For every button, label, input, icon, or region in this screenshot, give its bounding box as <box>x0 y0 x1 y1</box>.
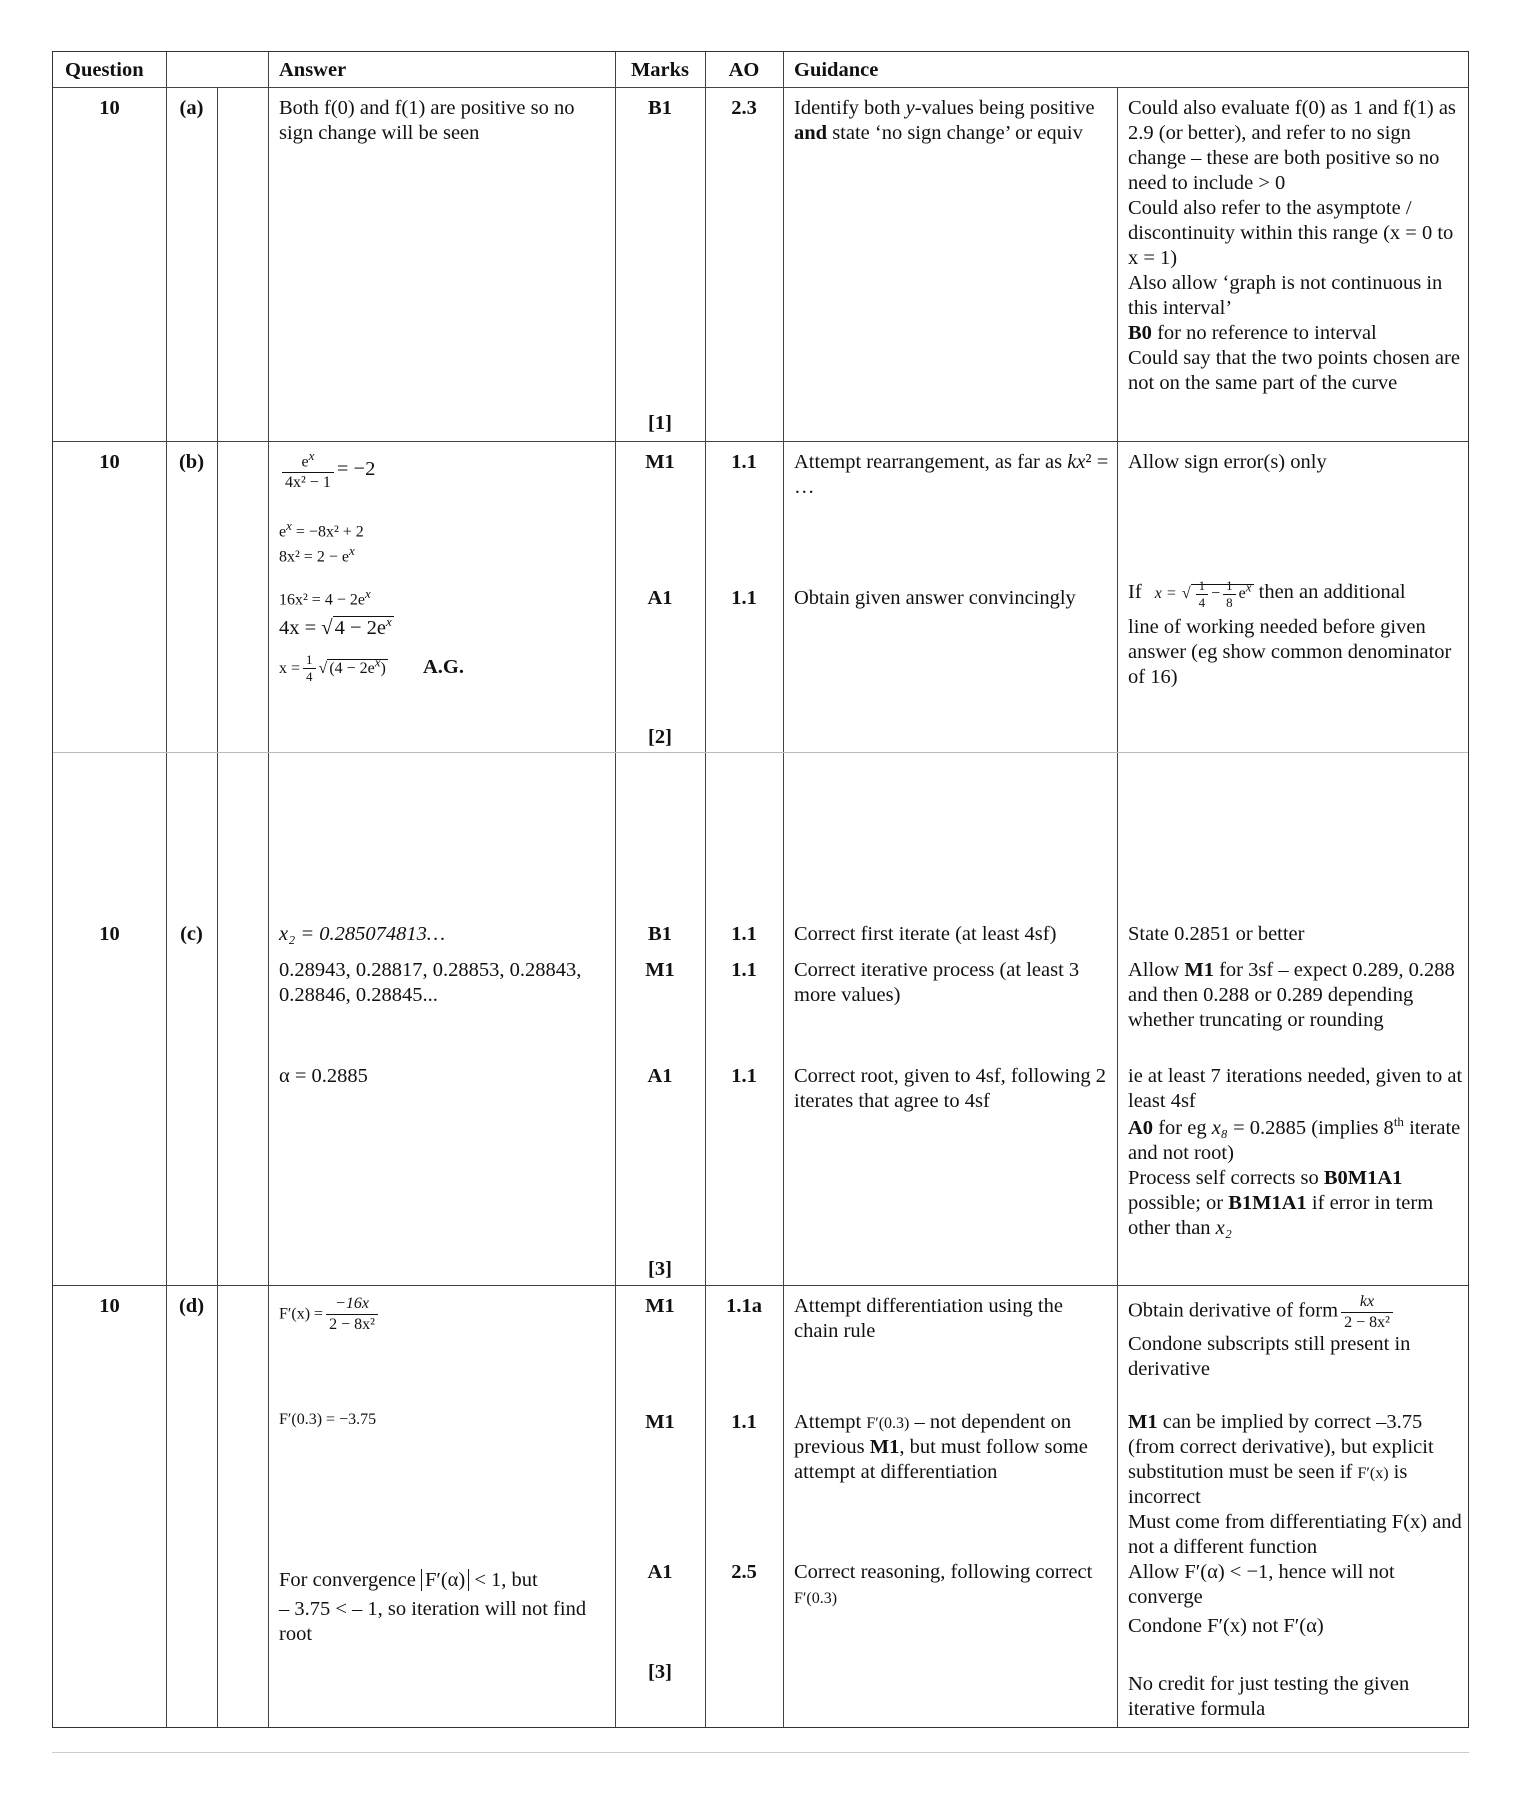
guidance-notes: State 0.2851 or better <box>1128 923 1305 945</box>
header-marks: Marks <box>630 59 690 81</box>
mark-code: A1 <box>647 1065 673 1087</box>
ao-code: 1.1 <box>731 923 757 945</box>
guidance-notes: Allow sign error(s) only <box>1128 451 1327 473</box>
guidance-text: Attempt F′(0.3) – not dependent on previous M1, but must follow some attempt at differentiation <box>794 1411 1088 1483</box>
question-part: (b) <box>178 451 205 473</box>
guidance-text: Correct root, given to 4sf, following 2 iterates that agree to 4sf <box>794 1065 1107 1112</box>
guidance-notes: If x = √ $\frac{1}{4}$ − $\frac{1}{8}$ $e^x$ then an additional line of working needed before given answer (eg show common denominator of 16) <box>1128 578 1452 688</box>
ao-code: 1.1 <box>731 959 757 981</box>
question-part: (d) <box>178 1295 205 1317</box>
working-line-1: $\frac{e^x}{\text{4x² − 1}}$ = −2 <box>279 448 375 492</box>
column-divider <box>268 52 269 1727</box>
mark-code: A1 <box>647 1561 673 1583</box>
mark-total: [1] <box>648 412 672 434</box>
answer-text: F′(0.3) = −3.75 <box>279 1411 377 1428</box>
column-divider <box>615 52 616 1727</box>
working-line-4: $16x^2 = 4 - 2e^x$ <box>279 586 371 609</box>
question-part: (a) <box>179 97 204 119</box>
mark-code: M1 <box>645 1411 675 1433</box>
mark-code: M1 <box>645 1295 675 1317</box>
row-rule <box>53 1285 1468 1286</box>
question-part: (c) <box>180 923 203 945</box>
question-number: 10 <box>99 923 120 945</box>
ao-code: 2.3 <box>731 97 757 119</box>
column-divider <box>705 52 706 1727</box>
guidance-text: Correct iterative process (at least 3 more values) <box>794 959 1080 1006</box>
question-number: 10 <box>99 451 120 473</box>
answer-derivative: F′(x) = $\frac{-16x}{\text{2 − 8x²}}$ <box>279 1294 381 1334</box>
answer-text: Both f(0) and f(1) are positive so no sign change will be seen <box>279 97 575 144</box>
row-rule <box>53 441 1468 442</box>
ao-code: 1.1 <box>731 1411 757 1433</box>
guidance-notes: Could also evaluate f(0) as 1 and f(1) as 2.9 (or better), and refer to no sign change – these are both positive so no need to include > 0 Could also refer to the asymptote / discontinuity within this range (x = 0 to x = 1) Also allow ‘graph is not continuous in this interval’ B0 for no reference to interval Could say that the two points chosen are not on the same part of the curve <box>1128 97 1460 394</box>
mark-code: B1 <box>648 923 672 945</box>
working-line-5: $4x = √4 - 2e^x$ <box>279 614 392 639</box>
working-line-2: $e^x = -8x^2 + 2$ <box>279 518 364 541</box>
question-number: 10 <box>99 97 120 119</box>
question-number: 10 <box>99 1295 120 1317</box>
column-divider <box>783 52 784 1727</box>
working-line-6: x = $\frac{1}{4}$ √ $(4 - 2e^x)$ A.G. <box>279 652 464 684</box>
guidance-text: Identify both y-values being positive and state ‘no sign change’ or equiv <box>794 97 1095 144</box>
guidance-text: Attempt differentiation using the chain rule <box>794 1295 1063 1342</box>
ao-code: 2.5 <box>731 1561 757 1583</box>
guidance-text: Attempt rearrangement, as far as kx² = … <box>794 451 1109 498</box>
mark-total: [3] <box>648 1258 672 1280</box>
guidance-notes: Allow F′(α) < −1, hence will not converge Condone F′(x) not F′(α) <box>1128 1561 1395 1637</box>
column-divider <box>166 52 167 1727</box>
header-rule <box>53 87 1468 88</box>
header-answer: Answer <box>279 59 347 81</box>
header-guidance: Guidance <box>794 59 879 81</box>
header-ao: AO <box>728 59 760 81</box>
column-divider <box>1117 88 1118 1727</box>
working-line-3: $8x^2 = 2 - e^x$ <box>279 543 355 566</box>
mark-code: M1 <box>645 959 675 981</box>
column-divider <box>217 52 218 1727</box>
guidance-text: Correct reasoning, following correct F′(0.3) <box>794 1561 1093 1607</box>
guidance-text: Correct first iterate (at least 4sf) <box>794 923 1057 945</box>
row-rule <box>53 752 1468 753</box>
guidance-notes: M1 can be implied by correct –3.75 (from correct derivative), but explicit substitution must be seen if F′(x) is incorrect Must come from differentiating F(x) and not a different function <box>1128 1411 1462 1558</box>
answer-text: α = 0.2885 <box>279 1065 368 1087</box>
guidance-notes: ie at least 7 iterations needed, given to at least 4sf A0 for eg x₈ = 0.2885 (implies 8th iterate and not root) Process self corrects so B0M1A1 possible; or B1M1A1 if error in term other than x₂ <box>1128 1065 1463 1239</box>
answer-text: 0.28943, 0.28817, 0.28853, 0.28843, 0.28846, 0.28845... <box>279 959 582 1006</box>
footer-rule <box>52 1752 1469 1753</box>
guidance-text: Obtain given answer convincingly <box>794 587 1076 609</box>
ao-code: 1.1 <box>731 1065 757 1087</box>
guidance-notes: Obtain derivative of form $\frac{kx}{\text{2 − 8x²}}$ Condone subscripts still present in derivative <box>1128 1293 1411 1381</box>
mark-code: B1 <box>648 97 672 119</box>
mark-total: [2] <box>648 726 672 748</box>
answer-text: For convergence F′(α) < 1, but – 3.75 < – 1, so iteration will not find root <box>279 1569 587 1645</box>
guidance-notes: No credit for just testing the given iterative formula <box>1128 1673 1410 1720</box>
mark-code: M1 <box>645 451 675 473</box>
guidance-notes: Allow M1 for 3sf – expect 0.289, 0.288 and then 0.288 or 0.289 depending whether truncating or rounding <box>1128 959 1455 1031</box>
ao-code: 1.1 <box>731 587 757 609</box>
mark-code: A1 <box>647 587 673 609</box>
answer-text: x₂ = 0.285074813… <box>279 923 446 945</box>
ao-code: 1.1 <box>731 451 757 473</box>
mark-total: [3] <box>648 1661 672 1683</box>
header-question: Question <box>65 59 144 81</box>
ao-code: 1.1a <box>726 1295 762 1317</box>
mark-scheme-table <box>52 51 1469 1728</box>
